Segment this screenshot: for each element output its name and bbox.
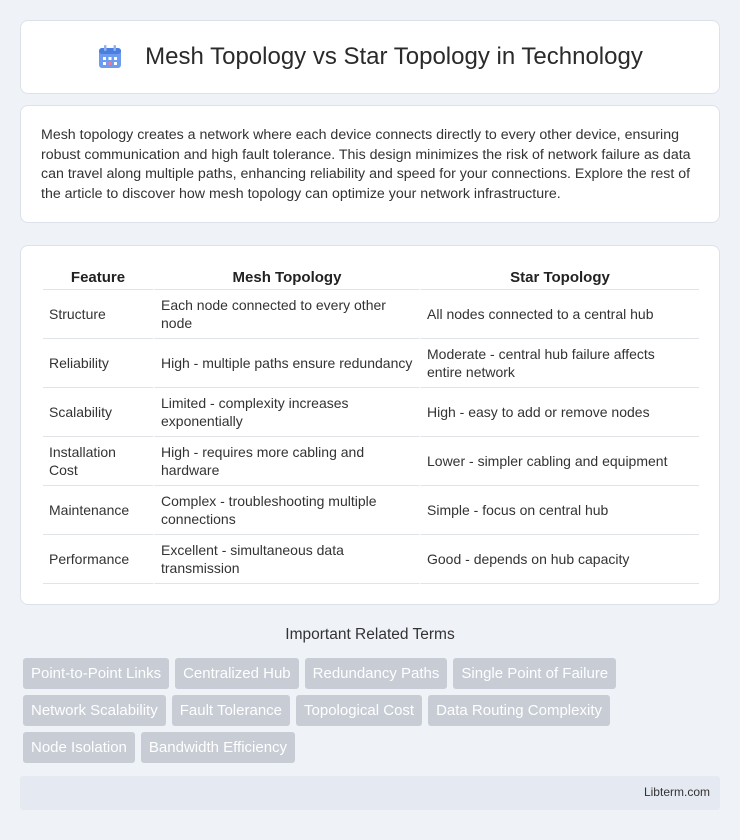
table-row	[43, 535, 699, 584]
related-term-tag[interactable]: Network Scalability	[23, 695, 166, 726]
related-term-tag[interactable]: Data Routing Complexity	[428, 695, 610, 726]
table-cell: Simple - focus on central hub	[419, 486, 699, 535]
table-cell: Excellent - simultaneous data transmission	[153, 535, 419, 584]
table-row	[43, 290, 699, 339]
table-row	[43, 339, 699, 388]
header-card	[20, 20, 720, 94]
footer	[20, 776, 720, 810]
table-cell: Scalability	[43, 388, 153, 437]
related-term-tag[interactable]: Node Isolation	[23, 732, 135, 763]
table-cell: Each node connected to every other node	[153, 290, 419, 339]
related-term-tag[interactable]: Fault Tolerance	[172, 695, 290, 726]
related-term-tag[interactable]: Point-to-Point Links	[23, 658, 169, 689]
page-title: Mesh Topology vs Star Topology in Technology	[145, 43, 643, 70]
comparison-table	[43, 266, 699, 584]
table-cell: All nodes connected to a central hub	[419, 290, 699, 339]
table-cell: Maintenance	[43, 486, 153, 535]
column-header: Star Topology	[419, 266, 699, 290]
calendar-grid-icon	[97, 44, 123, 70]
table-cell: High - multiple paths ensure redundancy	[153, 339, 419, 388]
related-term-tag[interactable]: Single Point of Failure	[453, 658, 616, 689]
table-cell: Limited - complexity increases exponentially	[153, 388, 419, 437]
table-row	[43, 486, 699, 535]
related-term-tag[interactable]: Bandwidth Efficiency	[141, 732, 295, 763]
table-cell: Moderate - central hub failure affects entire network	[419, 339, 699, 388]
table-cell: Complex - troubleshooting multiple connections	[153, 486, 419, 535]
table-row	[43, 437, 699, 486]
column-header: Mesh Topology	[153, 266, 419, 290]
table-cell: Installation Cost	[43, 437, 153, 486]
table-cell: Performance	[43, 535, 153, 584]
related-terms-list	[23, 658, 723, 769]
related-term-tag[interactable]: Topological Cost	[296, 695, 422, 726]
column-header: Feature	[43, 266, 153, 290]
comparison-table-card	[20, 245, 720, 605]
table-cell: High - easy to add or remove nodes	[419, 388, 699, 437]
footer-link[interactable]: Libterm.com	[643, 785, 710, 799]
table-cell: Lower - simpler cabling and equipment	[419, 437, 699, 486]
related-term-tag[interactable]: Centralized Hub	[175, 658, 299, 689]
table-row	[43, 388, 699, 437]
table-cell: Structure	[43, 290, 153, 339]
intro-card	[20, 105, 720, 223]
table-cell: Good - depends on hub capacity	[419, 535, 699, 584]
table-header-row	[43, 266, 699, 290]
related-terms-title: Important Related Terms	[285, 626, 455, 643]
related-term-tag[interactable]: Redundancy Paths	[305, 658, 448, 689]
table-cell: Reliability	[43, 339, 153, 388]
intro-text: Mesh topology creates a network where each device connects directly to every other device, ensuring robust communication and high fault tolerance. This design minimizes the risk of network failure as data can travel along multiple paths, enhancing reliability and speed for your connections. Explore the rest of the article to discover how mesh topology can optimize your network infrastructure.	[41, 127, 691, 202]
table-cell: High - requires more cabling and hardware	[153, 437, 419, 486]
